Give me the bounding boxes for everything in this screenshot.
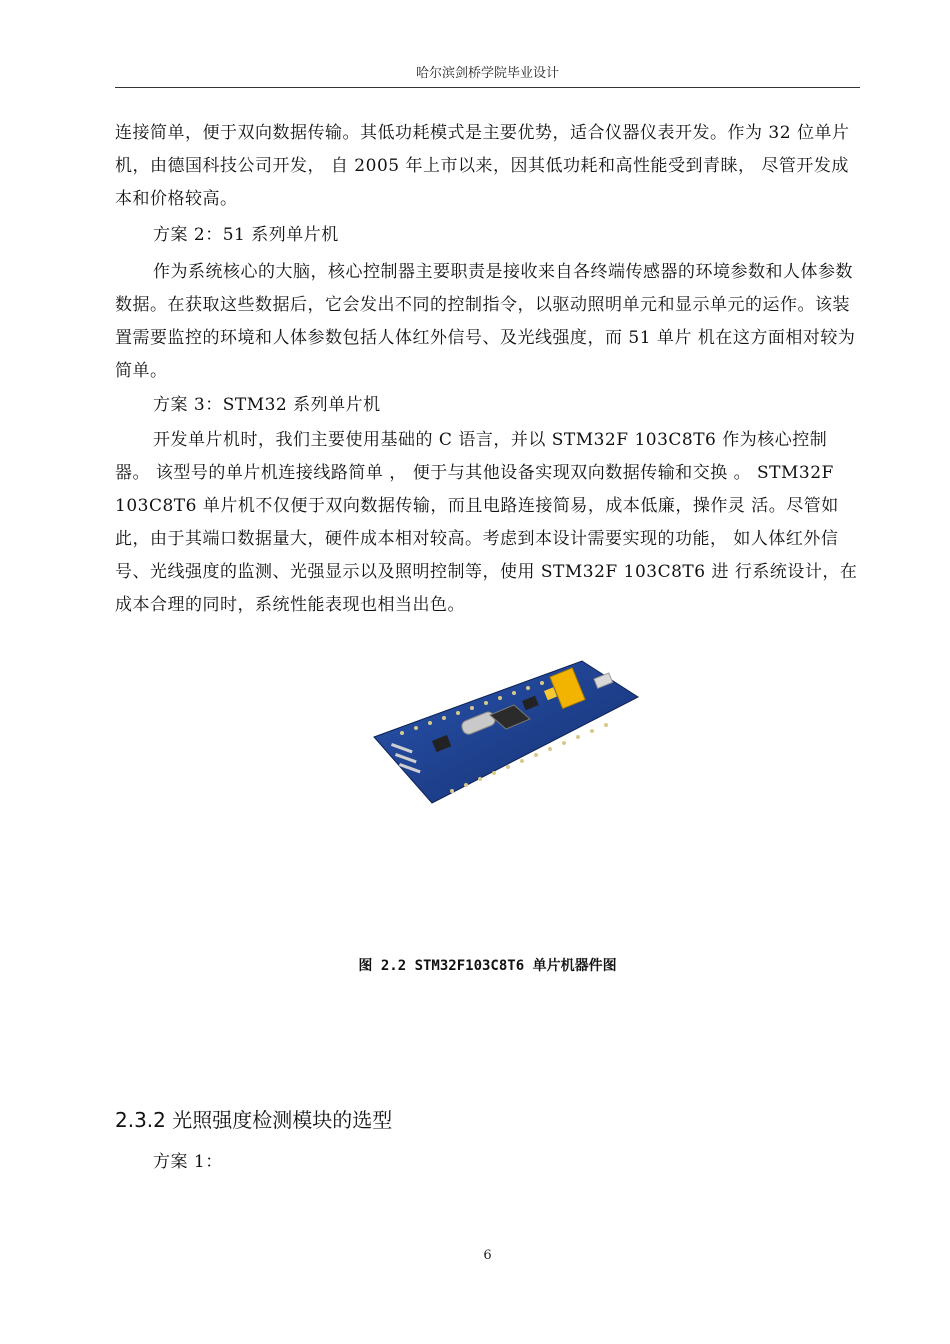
option-2-label: 方案 2：51 系列单片机 xyxy=(153,225,339,245)
paragraph-51-mcu: 作为系统核心的大脑，核心控制器主要职责是接收来自各终端传感器的环境参数和人体参数数据。在获取这些数据后，它会发出不同的控制指令，以驱动照明单元和显示单元的运作。该装置需要监控的环境和人体参数包括人体红外信号、及光线强度，而 51 单片 机在这方面相对较为简单。 xyxy=(115,262,856,381)
paragraph-stm32: 开发单片机时，我们主要使用基础的 C 语言，并以 STM32F 103C8T6 作为核心控制器。 该型号的单片机连接线路简单 ， 便于与其他设备实现双向数据传输和交换 。 STM32F 103C8T6 单片机不仅便于双向数据传输，而且电路连接简易，成本低廉，操作灵 活。尽管如此，由于其端口数据量大，硬件成本相对较高。考虑到本设计需要实现的功能， 如人体红外信号、光线强度的监测、光强显示以及照明控制等，使用 STM32F 103C8T6 进 行系统设计，在成本合理的同时，系统性能表现也相当出色。 xyxy=(115,430,858,615)
header-rule xyxy=(115,87,860,88)
figure-caption: 图 2.2 STM32F103C8T6 单片机器件图 xyxy=(358,958,617,974)
option-1-label: 方案 1： xyxy=(153,1152,223,1172)
page-number: 6 xyxy=(483,1248,492,1263)
section-heading: 2.3.2 光照强度检测模块的选型 xyxy=(115,1108,393,1132)
running-header: 哈尔滨剑桥学院毕业设计 xyxy=(415,66,559,81)
stm32-board-image xyxy=(372,657,640,805)
option-3-label: 方案 3：STM32 系列单片机 xyxy=(153,395,381,415)
paragraph-continuation: 连接简单，便于双向数据传输。其低功耗模式是主要优势，适合仪器仪表开发。作为 32 位单片机，由德国科技公司开发， 自 2005 年上市以来，因其低功耗和高性能受到青睐， 尽管开发成本和价格较高。 xyxy=(115,123,850,209)
